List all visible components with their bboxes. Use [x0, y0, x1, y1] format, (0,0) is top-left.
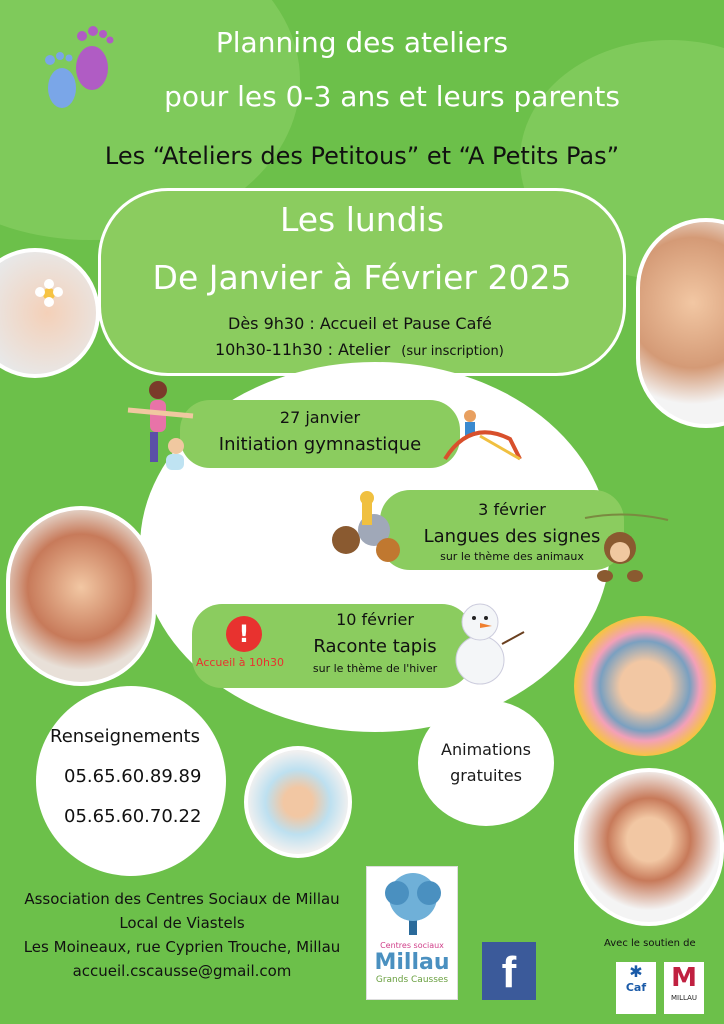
centres-text: Centres sociaux: [380, 941, 444, 950]
schedule-line1: Dès 9h30 : Accueil et Pause Café: [228, 314, 492, 333]
animals-icon: [326, 490, 406, 566]
mother-baby-photo: [6, 506, 156, 686]
schedule-period: De Janvier à Février 2025: [152, 258, 572, 297]
footer-line3: Les Moineaux, rue Cyprien Trouche, Millau: [23, 938, 341, 956]
schedule-line2-main: 10h30-11h30 : Atelier: [215, 340, 391, 359]
schedule-line2: [215, 340, 504, 359]
kids-photo: [244, 746, 352, 858]
gymnast-icon: [118, 378, 198, 488]
event-date: 27 janvier: [279, 408, 361, 427]
caf-logo: [616, 962, 656, 1014]
event-subtitle: sur le thème des animaux: [440, 550, 584, 563]
event-title: Langues des signes: [423, 526, 601, 547]
caf-text: Caf: [625, 981, 647, 994]
snowman-icon: [440, 588, 530, 688]
contact-phone1[interactable]: 05.65.60.89.89: [64, 766, 202, 787]
schedule-line2-note: (sur inscription): [401, 344, 504, 359]
contact-heading: Renseignements: [50, 726, 200, 747]
tree-icon: [367, 867, 459, 937]
event-title: Raconte tapis: [313, 636, 437, 657]
baby-feet-photo: [0, 248, 100, 378]
slide-icon: [440, 404, 525, 464]
event-subtitle: sur le thème de l'hiver: [312, 662, 438, 675]
father-baby-photo: [574, 616, 716, 756]
footer-line1: Association des Centres Sociaux de Millau: [24, 890, 340, 908]
footer-email[interactable]: accueil.cscausse@gmail.com: [72, 962, 292, 980]
centres-causses: Grands Causses: [375, 975, 449, 985]
subtitle: Les “Ateliers des Petitous” et “A Petits Pas”: [104, 142, 620, 170]
alert-icon: !: [226, 616, 262, 652]
support-text: Avec le soutien de: [604, 938, 696, 949]
event-title: Initiation gymnastique: [218, 434, 422, 455]
daisy-icon: [0, 252, 100, 378]
event-date: 3 février: [478, 500, 546, 519]
contact-phone2[interactable]: 05.65.60.70.22: [64, 806, 202, 827]
centres-millau: Millau: [374, 950, 450, 975]
millau-logo: [664, 962, 704, 1014]
free-line1: Animations: [441, 740, 531, 759]
facebook-icon[interactable]: f: [482, 942, 536, 1000]
monkey-icon: [580, 508, 670, 588]
free-line2: gratuites: [450, 766, 522, 785]
event-date: 10 février: [336, 610, 414, 629]
title-line1: Planning des ateliers: [215, 26, 509, 59]
caf-star-icon: ✱: [629, 962, 643, 981]
father-shoulders-photo: [574, 768, 724, 926]
footer-line2: Local de Viastels: [119, 914, 245, 932]
title-line2: pour les 0-3 ans et leurs parents: [164, 80, 620, 113]
centres-sociaux-logo: [366, 866, 458, 1000]
event-note: Accueil à 10h30: [196, 656, 284, 669]
schedule-day: Les lundis: [279, 200, 445, 239]
free-circle: [418, 700, 554, 826]
baby-photo: [636, 218, 724, 428]
millau-text: MILLAU: [671, 994, 697, 1002]
millau-m-icon: M: [671, 963, 697, 993]
